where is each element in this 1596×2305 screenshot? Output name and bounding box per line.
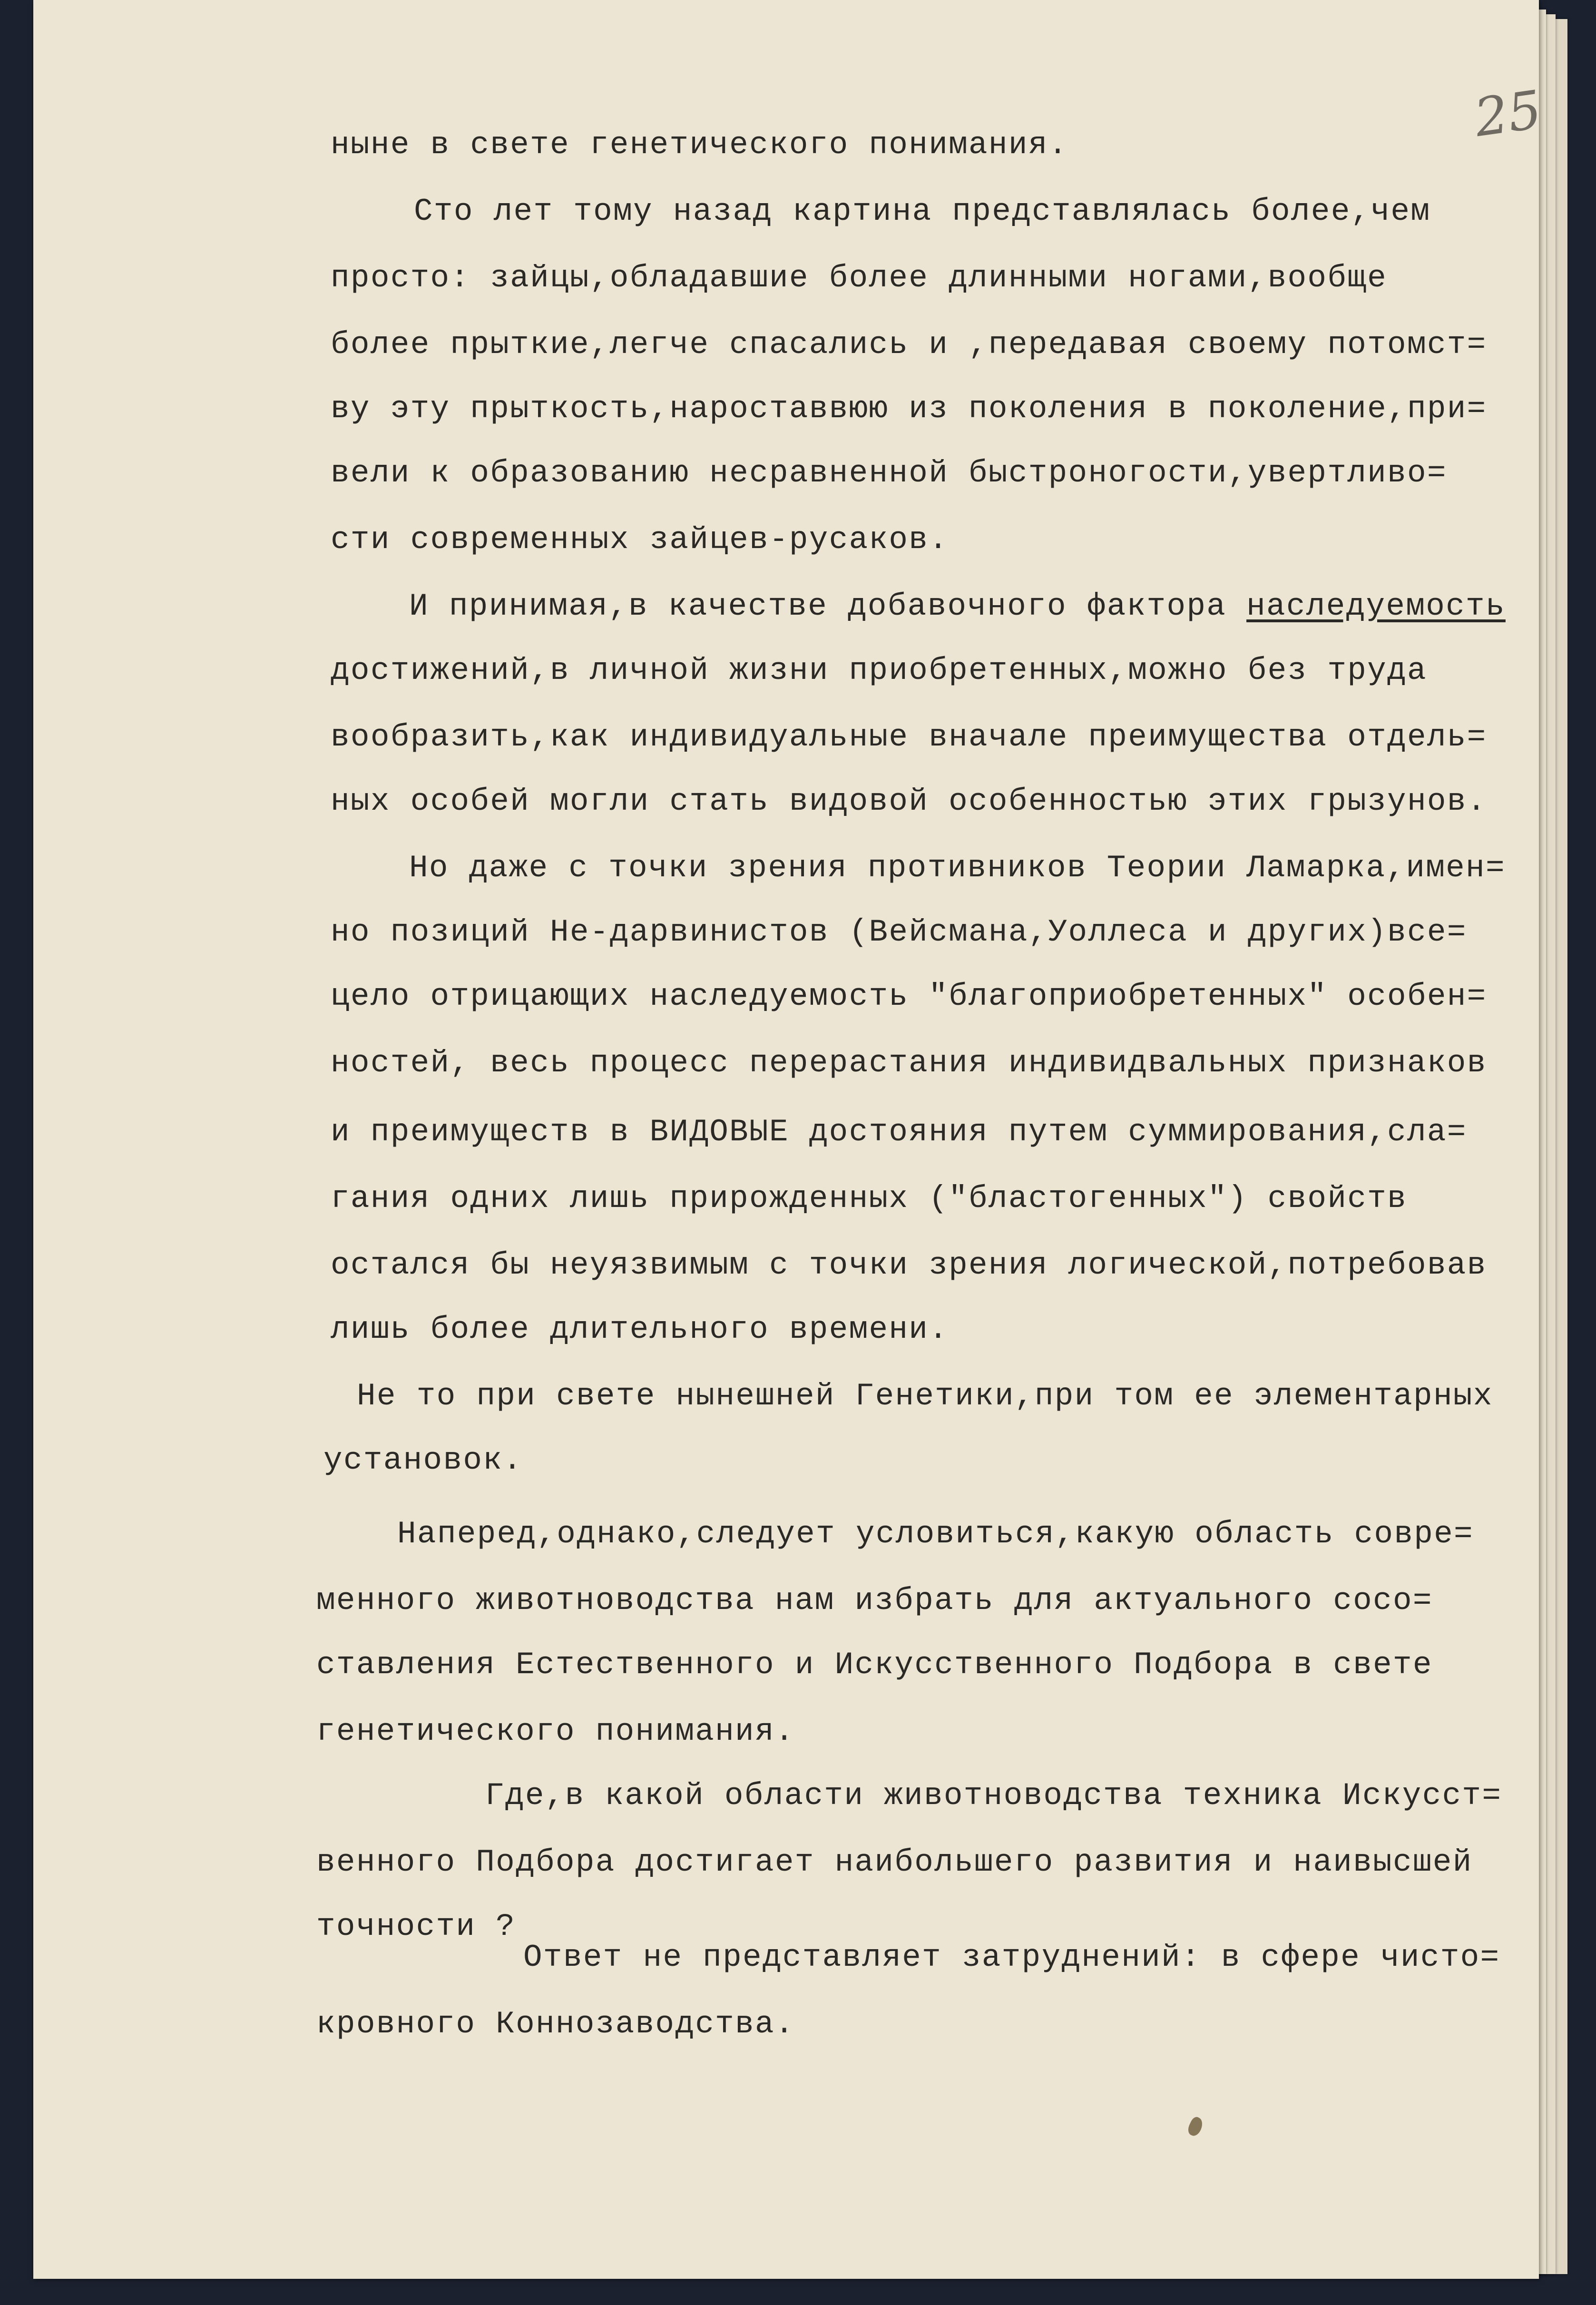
text-line: но позиций Не-дарвинистов (Вейсмана,Уоллеса и других)все= xyxy=(331,914,1467,950)
ink-blot xyxy=(1186,2115,1205,2138)
text-line: вообразить,как индивидуальные вначале преимущества отдель= xyxy=(331,719,1487,755)
text-line: менного животноводства нам избрать для актуального сосо= xyxy=(316,1583,1433,1618)
text-line: остался бы неуязвимым с точки зрения логической,потребовав xyxy=(331,1247,1487,1283)
text-line: достижений,в личной жизни приобретенных,можно без труда xyxy=(331,653,1427,688)
text-line: Где,в какой области животноводства техника Искусст= xyxy=(485,1778,1502,1814)
text-line: Наперед,однако,следует условиться,какую область совре= xyxy=(397,1516,1474,1552)
text-line: ныне в свете генетического понимания. xyxy=(331,127,1068,163)
handwritten-page-number: 25 xyxy=(1470,78,1546,149)
text-line: венного Подбора достигает наибольшего развития и наивысшей xyxy=(316,1844,1473,1880)
text-segment: И принимая,в качестве добавочного фактора xyxy=(409,589,1247,624)
text-line: установок. xyxy=(323,1442,523,1478)
text-line: Сто лет тому назад картина представлялась более,чем xyxy=(414,194,1431,229)
text-line: более прыткие,легче спасались и ,передавая своему потомст= xyxy=(331,327,1487,363)
text-line: гания одних лишь прирожденных ("бластогенных") свойств xyxy=(331,1181,1407,1216)
text-line: просто: зайцы,обладавшие более длинными ногами,вообще xyxy=(331,260,1388,296)
text-line: генетического понимания. xyxy=(316,1714,795,1749)
text-line: цело отрицающих наследуемость "благоприобретенных" особен= xyxy=(331,979,1487,1014)
text-line: лишь более длительного времени. xyxy=(331,1312,949,1347)
text-line: ных особей могли стать видовой особенностью этих грызунов. xyxy=(331,784,1487,819)
text-line: Но даже с точки зрения противников Теории Ламарка,имен= xyxy=(409,850,1506,886)
text-line: точности ? xyxy=(316,1909,516,1944)
typewritten-page xyxy=(33,0,1546,2279)
text-line: Не то при свете нынешней Генетики,при том ее элементарных xyxy=(357,1378,1493,1414)
text-line: ставления Естественного и Искусственного Подбора в свете xyxy=(316,1647,1433,1683)
text-line: ву эту прыткость,нароставвюю из поколения в поколение,при= xyxy=(331,391,1487,427)
text-line: ностей, весь процесс перерастания индивидвальных признаков xyxy=(331,1045,1487,1081)
underlined-term: наследуемость xyxy=(1246,589,1506,624)
text-line: и преимуществ в ВИДОВЫЕ достояния путем суммирования,сла= xyxy=(331,1114,1467,1150)
text-line: кровного Коннозаводства. xyxy=(316,2006,795,2042)
text-line xyxy=(409,588,1506,626)
text-line: вели к образованию несравненной быстроногости,увертливо= xyxy=(331,455,1447,491)
text-line: Ответ не представляет затруднений: в сфере чисто= xyxy=(523,1940,1500,1975)
text-line: сти современных зайцев-русаков. xyxy=(331,522,949,558)
